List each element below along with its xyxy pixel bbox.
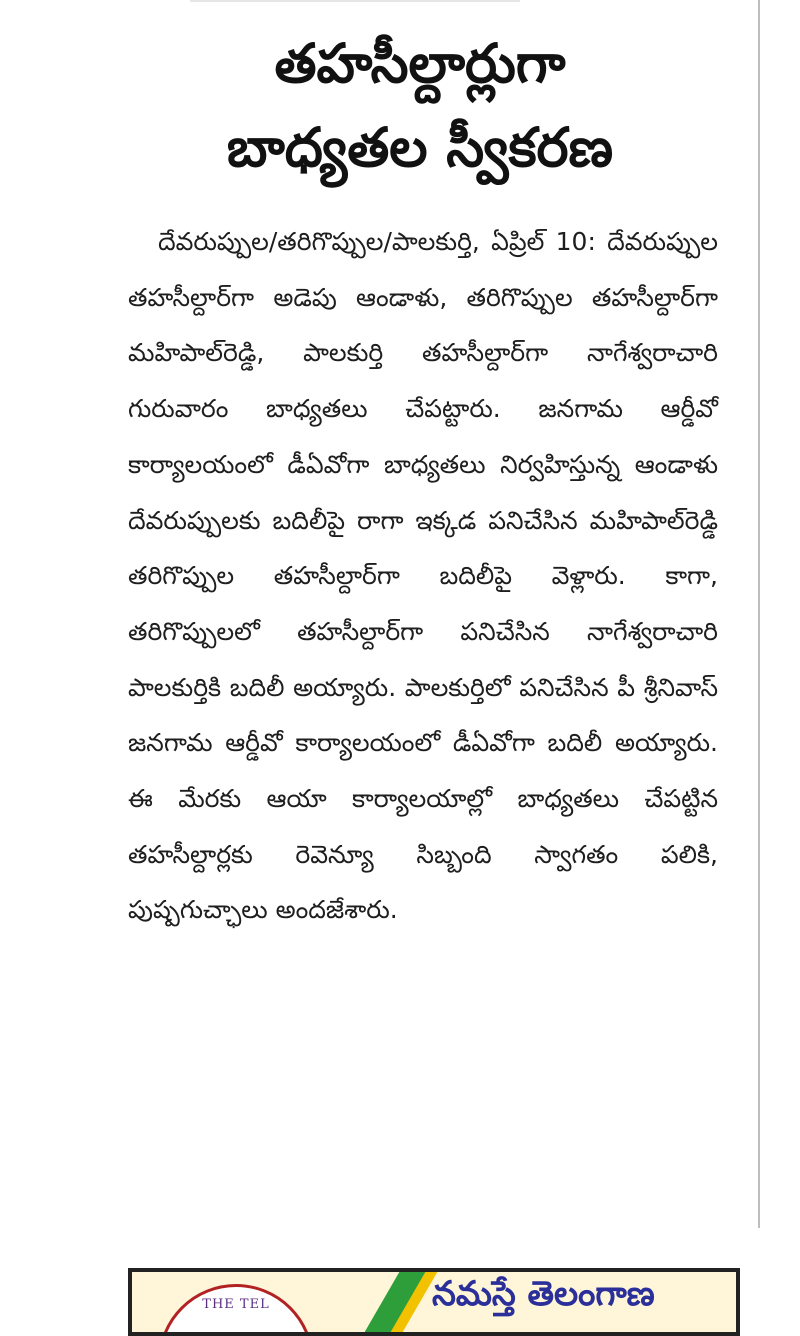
seal-text: THE TEL [202, 1297, 270, 1312]
headline-line-2: బాధ్యతల స్వీకరణ [226, 116, 614, 179]
advertisement-banner [128, 1268, 740, 1336]
article-body [128, 214, 718, 938]
top-divider [190, 0, 520, 2]
headline-line-1: తహసీల్దార్లుగా [274, 32, 566, 95]
column-divider [758, 0, 760, 1228]
article-text: దేవరుప్పుల/తరిగొప్పుల/పాలకుర్తి, ఏప్రిల్ 10: దేవరుప్పుల తహసీల్దార్‌గా అడెపు ఆండాళు, తరిగొప్పుల తహసీల్దార్‌గా మహిపాల్‌రెడ్డి, పాలకుర్తి తహసీల్దార్‌గా నాగేశ్వరాచారి గురువారం బాధ్యతలు చేపట్టారు. జనగామ ఆర్డీవో కార్యాలయంలో డీఏవోగా బాధ్యతలు నిర్వహిస్తున్న ఆండాళు దేవరుప్పులకు బదిలీపై రాగా ఇక్కడ పనిచేసిన మహిపాల్‌రెడ్డి తరిగొప్పుల తహసీల్దార్‌గా బదిలీపై వెళ్లారు. కాగా, తరిగొప్పులలో తహసీల్దార్‌గా పనిచేసిన నాగేశ్వరాచారి పాలకుర్తికి బదిలీ అయ్యారు. పాలకుర్తిలో పనిచేసిన పీ శ్రీనివాస్ జనగామ ఆర్డీవో కార్యాలయంలో డీఏవోగా బదిలీ అయ్యారు. ఈ మేరకు ఆయా కార్యాలయాల్లో బాధ్యతలు చేపట్టిన తహసీల్దార్లకు రెవెన్యూ సిబ్బంది స్వాగతం పలికి, పుష్పగుచ్ఛాలు అందజేశారు. [128, 227, 718, 925]
article-headline [120, 22, 720, 190]
newspaper-logo-title: నమస్తే తెలంగాణ [432, 1274, 655, 1314]
seal-logo-icon [158, 1284, 314, 1336]
